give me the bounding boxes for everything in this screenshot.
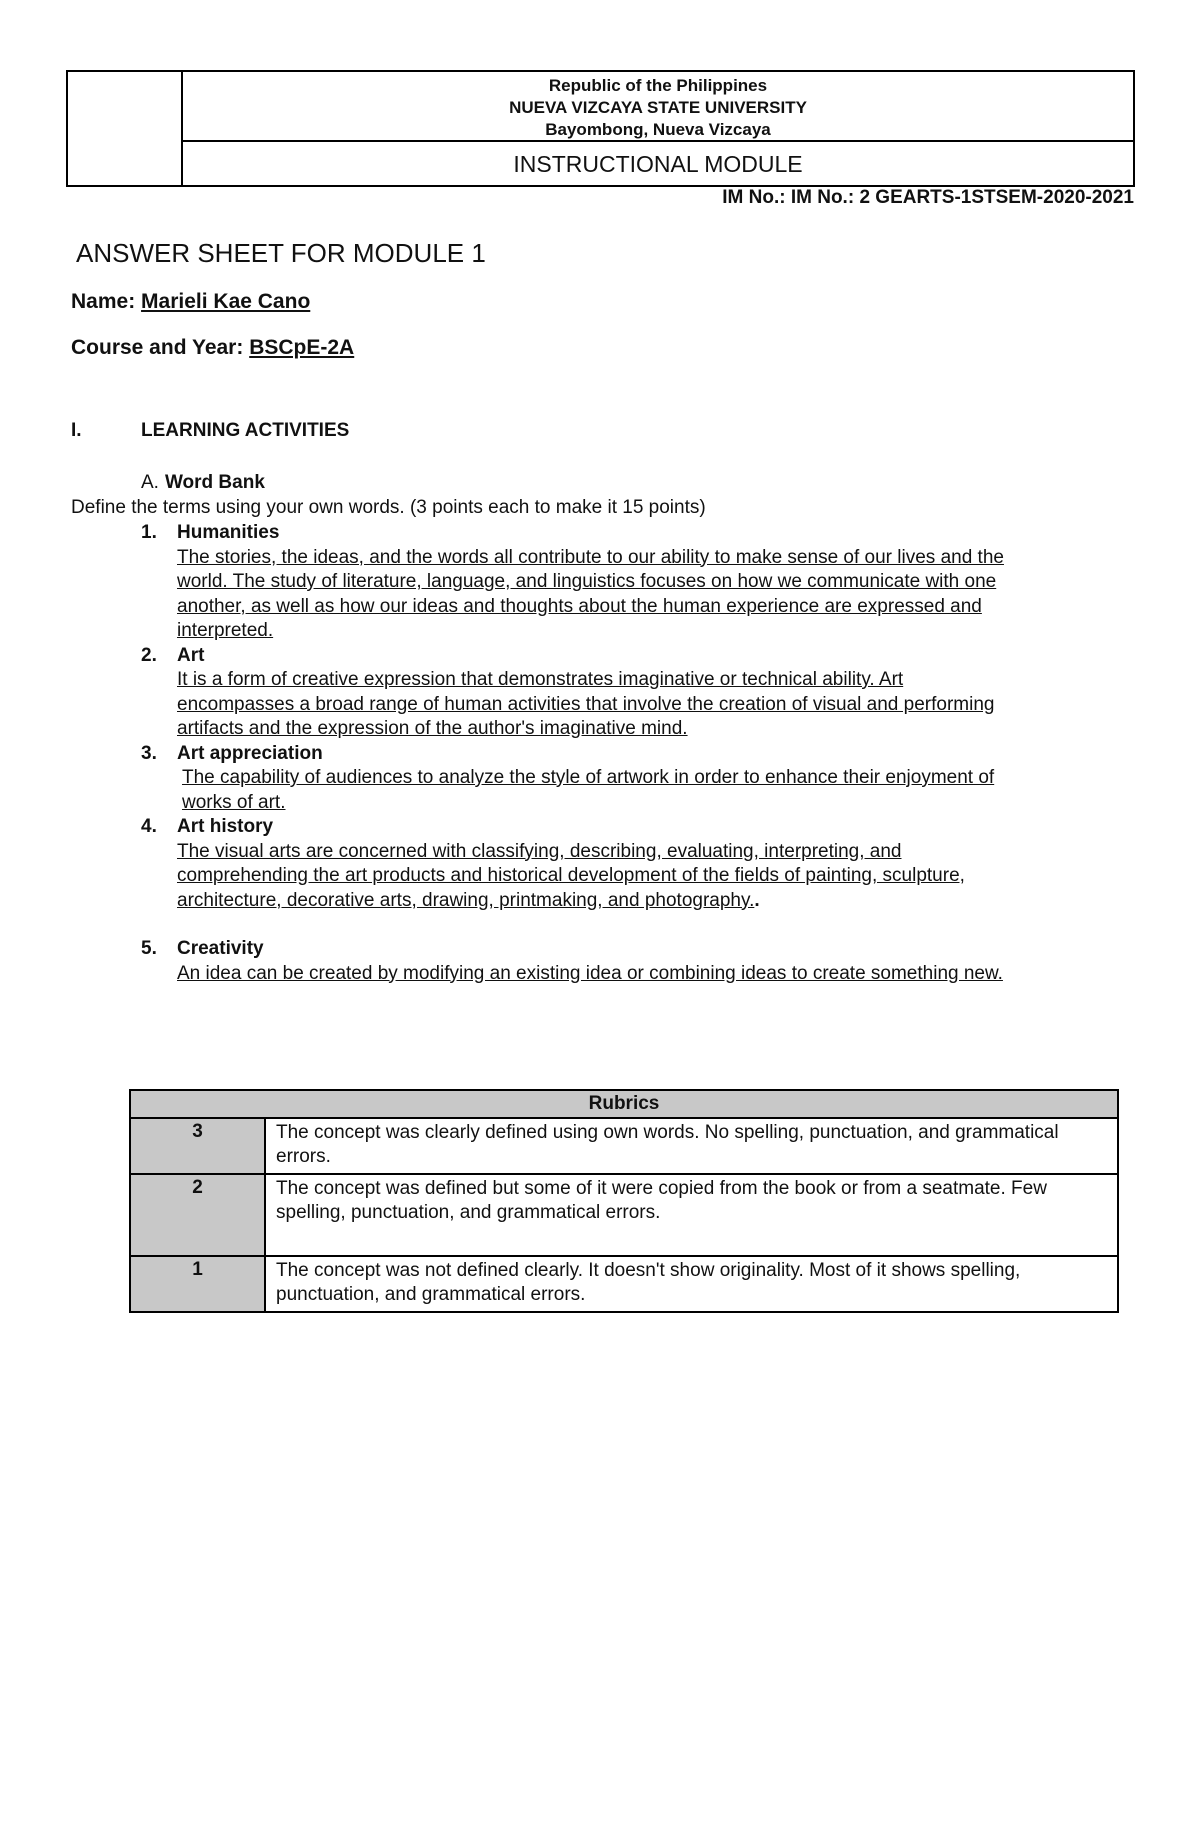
trailing-period: . [754,889,760,911]
rubric-score: 3 [130,1118,265,1174]
im-number: IM No.: IM No.: 2 GEARTS-1STSEM-2020-2021 [722,187,1134,208]
logo-cell [68,72,183,185]
item-definition-line: interpreted. [177,620,274,641]
rubric-score: 2 [130,1174,265,1256]
university-address: Bayombong, Nueva Vizcaya [545,120,771,139]
item-definition-line: The stories, the ideas, and the words all contribute to our ability to make sense of our lives and the [177,546,1004,568]
item-number: 3. [141,742,157,764]
item-definition-line: another, as well as how our ideas and thoughts about the human experience are expressed and [177,595,982,617]
list-item [141,644,1126,742]
item-definition-line: The visual arts are concerned with classifying, describing, evaluating, interpreting, and [177,840,902,862]
item-definition-line: It is a form of creative expression that demonstrates imaginative or technical ability. Art [177,669,904,690]
item-term: Art appreciation [177,742,323,764]
item-definition-line: works of art. [182,791,286,813]
item-number: 1. [141,522,157,543]
item-definition-line [141,889,1126,914]
rubrics-title: Rubrics [130,1090,1118,1118]
word-bank-list [141,521,1126,986]
item-number: 4. [141,816,157,837]
table-row [130,1174,1118,1256]
item-number: 5. [141,938,157,959]
item-definition-line: comprehending the art products and historical development of the fields of painting, sculpture, [177,865,965,886]
subsection-label: Word Bank [164,472,265,493]
name-value: Marieli Kae Cano [141,290,311,313]
subsection-heading [141,472,265,494]
item-definition-line: An idea can be created by modifying an existing idea or combining ideas to create something new. [177,962,1003,984]
subsection-letter: A. [141,472,159,493]
item-term: Art [177,644,205,666]
list-item [141,521,1126,644]
course-field [71,336,354,360]
table-row [130,1118,1118,1174]
header-table [66,70,1135,187]
section-label: LEARNING ACTIVITIES [141,420,350,441]
item-term: Creativity [177,938,264,959]
item-definition-line: The capability of audiences to analyze the style of artwork in order to enhance their enjoyment of [182,767,995,788]
module-type: INSTRUCTIONAL MODULE [513,151,803,177]
course-value: BSCpE-2A [249,336,355,359]
section-heading [71,420,349,442]
item-definition-line: artifacts and the expression of the author's imaginative mind. [177,718,688,739]
list-item [141,742,1126,816]
page-title: ANSWER SHEET FOR MODULE 1 [76,238,486,268]
course-label: Course and Year: [71,336,244,359]
republic-line: Republic of the Philippines [548,76,768,95]
table-row [130,1256,1118,1312]
section-number: I. [71,420,82,441]
rubric-description: The concept was defined but some of it were copied from the book or from a seatmate. Few spelling, punctuation, and grammatical errors. [265,1174,1118,1256]
item-term: Humanities [177,522,280,543]
rubrics-table [129,1089,1119,1313]
name-field [71,290,310,314]
list-item [141,937,1126,986]
item-term: Art history [177,816,274,837]
instruction-text: Define the terms using your own words. (3 points each to make it 15 points) [71,497,706,518]
rubric-score: 1 [130,1256,265,1312]
item-definition-line: world. The study of literature, language, and linguistics focuses on how we communicate with one [177,571,997,592]
item-number: 2. [141,644,157,666]
item-definition-text: architecture, decorative arts, drawing, printmaking, and photography. [177,889,755,911]
name-label: Name: [71,290,136,313]
rubric-description: The concept was clearly defined using own words. No spelling, punctuation, and grammatical errors. [265,1118,1118,1174]
item-definition-line: encompasses a broad range of human activities that involve the creation of visual and performing [177,693,995,715]
university-name: NUEVA VIZCAYA STATE UNIVERSITY [509,98,807,117]
list-item [141,815,1126,913]
rubric-description: The concept was not defined clearly. It doesn't show originality. Most of it shows spelling, punctuation, and grammatical errors. [265,1256,1118,1312]
institution-block [183,72,1133,142]
